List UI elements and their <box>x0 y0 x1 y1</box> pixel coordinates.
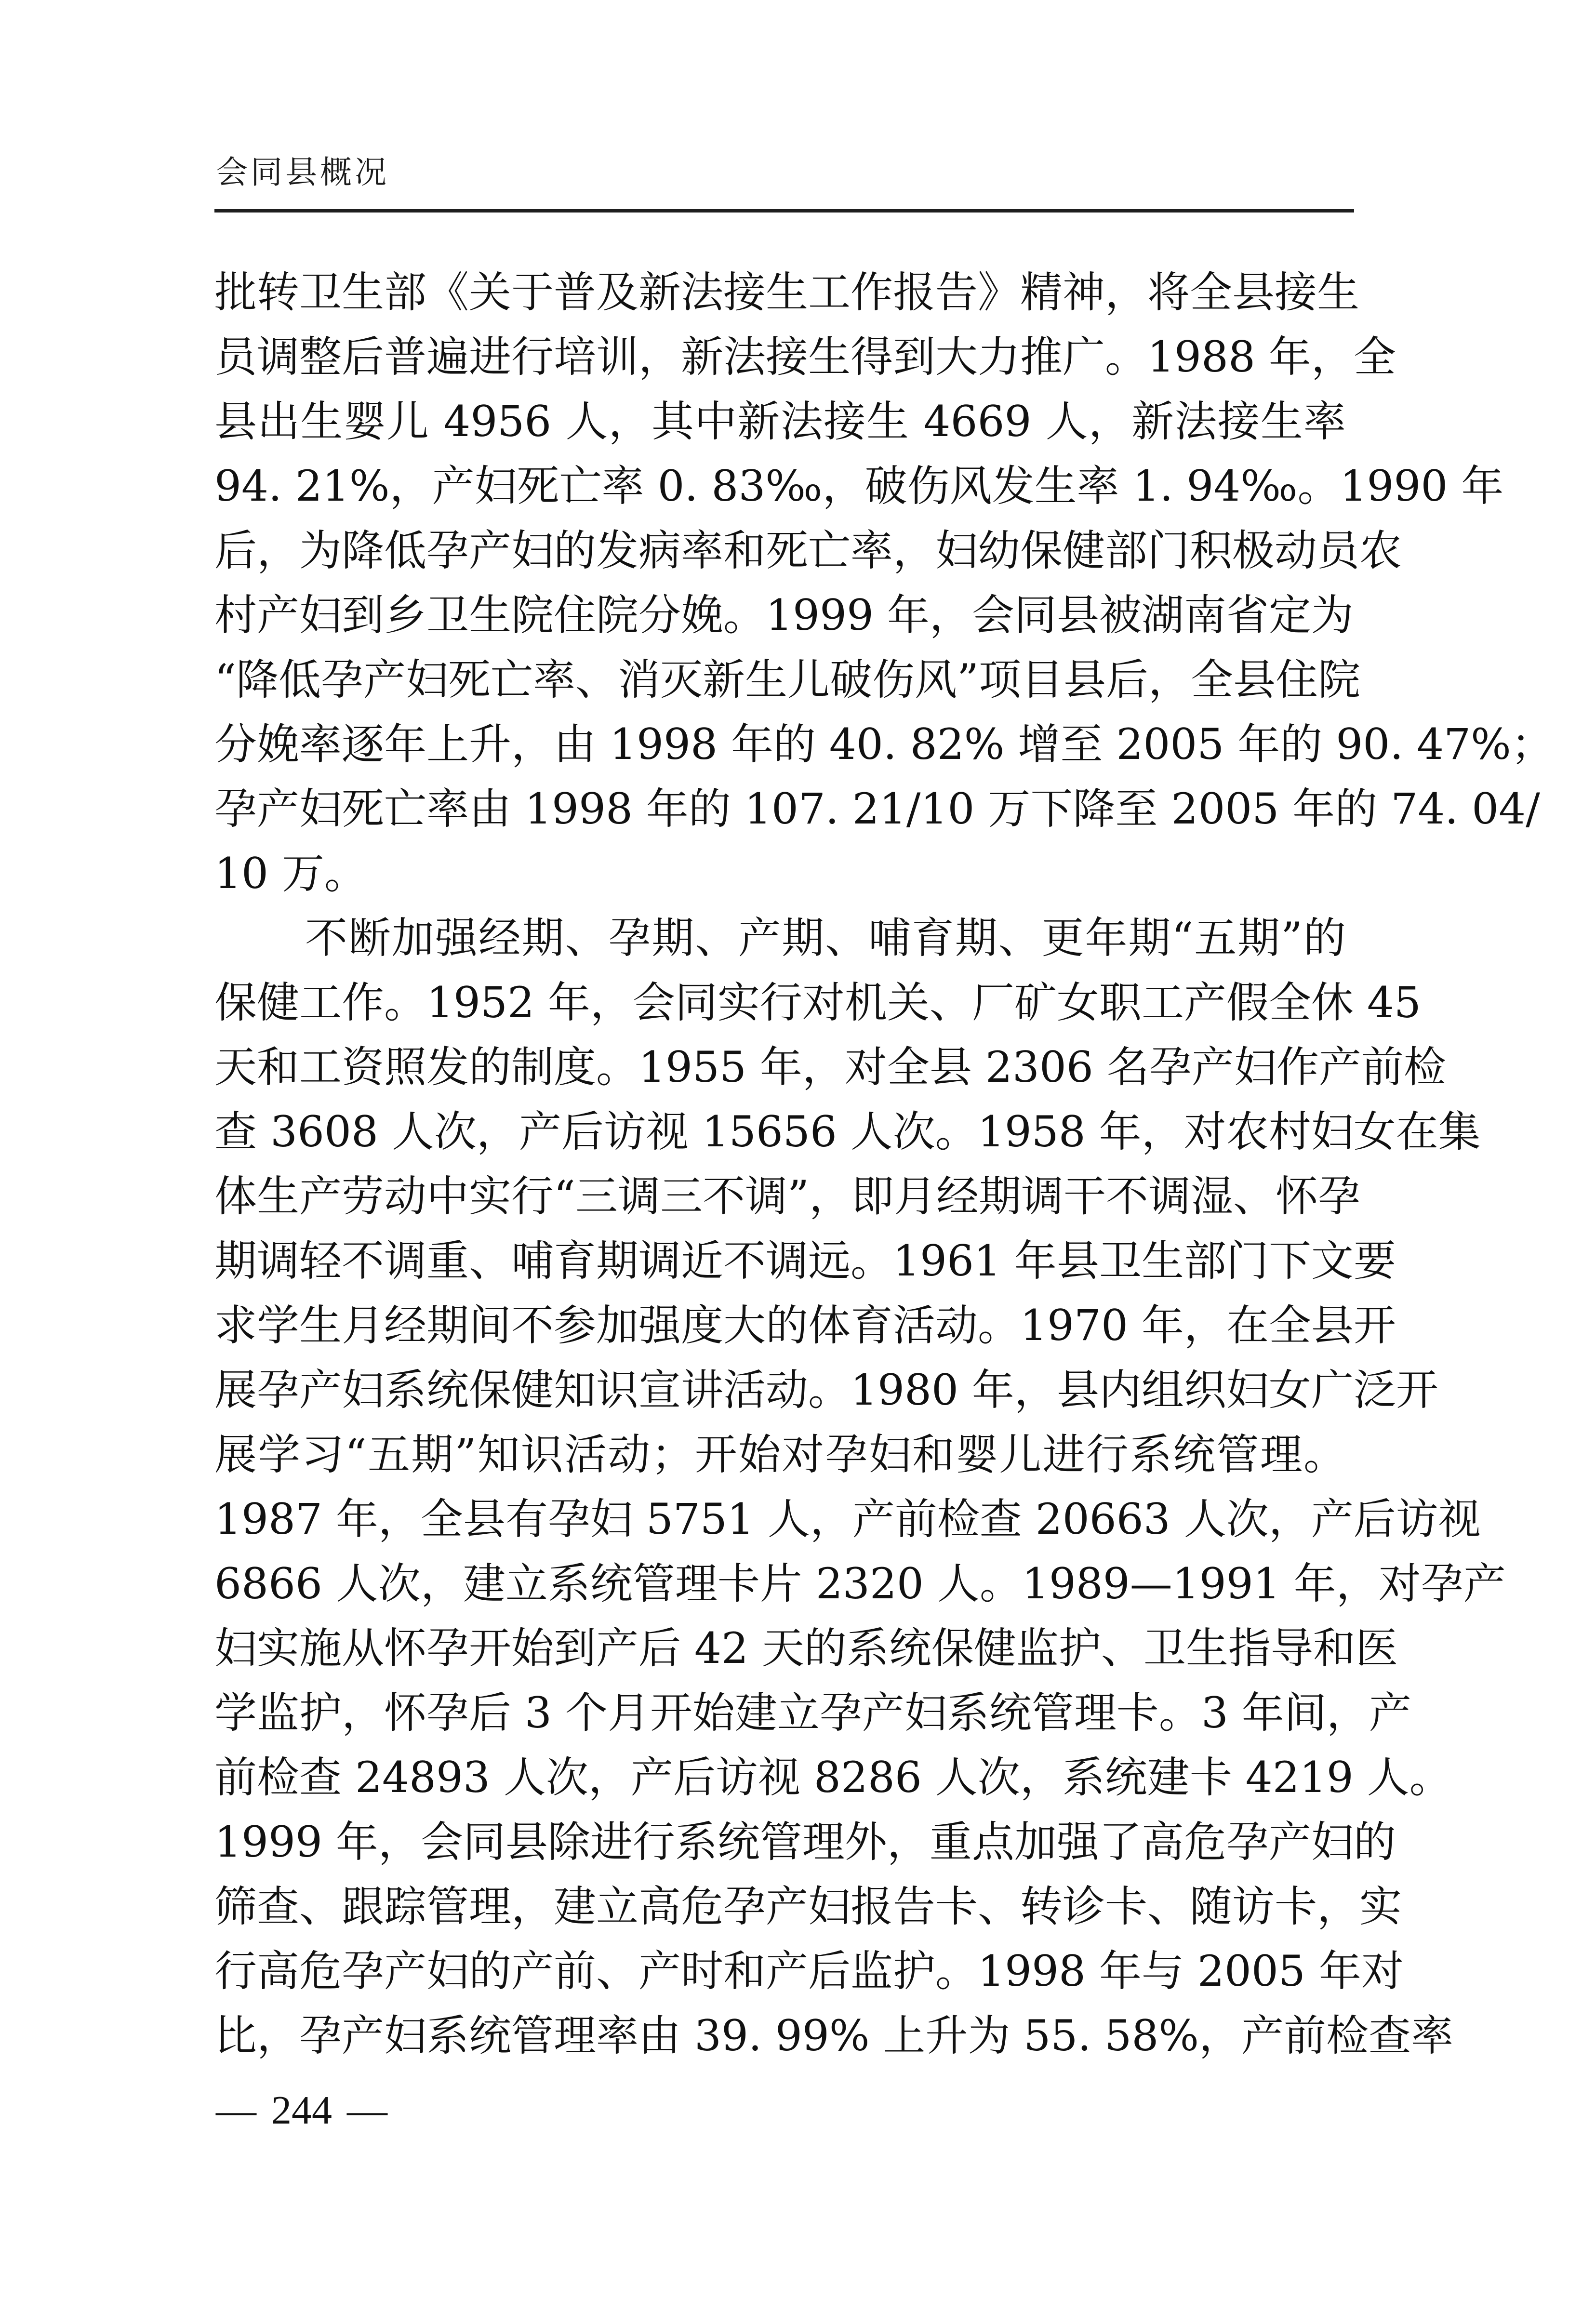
text-line: 1987 年，全县有孕妇 5751 人，产前检查 20663 人次，产后访视 <box>214 1494 1481 1544</box>
text-line: 查 3608 人次，产后访视 15656 人次。1958 年，对农村妇女在集 <box>214 1107 1481 1156</box>
paragraph-2 <box>214 906 1506 2068</box>
text-line: 期调轻不调重、哺育期调近不调远。1961 年县卫生部门下文要 <box>214 1236 1396 1286</box>
text-line: 比，孕产妇系统管理率由 39. 99% 上升为 55. 58%，产前检查率 <box>214 2011 1453 2060</box>
text-line: 94. 21%，产妇死亡率 0. 83‰，破伤风发生率 1. 94‰。1990 年 <box>214 461 1504 511</box>
running-head-title: 会同县概况 <box>216 154 389 191</box>
text-line: 天和工资照发的制度。1955 年，对全县 2306 名孕产妇作产前检 <box>214 1042 1446 1092</box>
text-line: 展学习“五期”知识活动；开始对孕妇和婴儿进行系统管理。 <box>214 1430 1346 1479</box>
text-line: 员调整后普遍进行培训，新法接生得到大力推广。1988 年，全 <box>214 332 1396 382</box>
text-line: 分娩率逐年上升，由 1998 年的 40. 82% 增至 2005 年的 90. 47%； <box>214 719 1554 769</box>
text-line: 求学生月经期间不参加强度大的体育活动。1970 年，在全县开 <box>214 1301 1396 1350</box>
header-rule <box>214 209 1354 212</box>
text-line: 体生产劳动中实行“三调三不调”，即月经期调干不调湿、怀孕 <box>214 1171 1360 1221</box>
text-line: 展孕产妇系统保健知识宣讲活动。1980 年，县内组织妇女广泛开 <box>214 1365 1438 1415</box>
text-line: 妇实施从怀孕开始到产后 42 天的系统保健监护、卫生指导和医 <box>214 1623 1398 1673</box>
body-text <box>214 260 1554 2068</box>
text-line-indented: 不断加强经期、孕期、产期、哺育期、更年期“五期”的 <box>305 913 1346 963</box>
text-line: 行高危孕产妇的产前、产时和产后监护。1998 年与 2005 年对 <box>214 1946 1404 1996</box>
text-line: 县出生婴儿 4956 人，其中新法接生 4669 人，新法接生率 <box>214 397 1346 446</box>
paragraph-1 <box>214 260 1554 906</box>
text-line: 筛查、跟踪管理，建立高危孕产妇报告卡、转诊卡、随访卡，实 <box>214 1882 1402 1931</box>
text-line: 孕产妇死亡率由 1998 年的 107. 21/10 万下降至 2005 年的 74. 04/ <box>214 784 1540 834</box>
text-line: 学监护，怀孕后 3 个月开始建立孕产妇系统管理卡。3 年间，产 <box>214 1688 1411 1738</box>
text-line-last: 10 万。 <box>214 849 367 898</box>
text-line: 保健工作。1952 年，会同实行对机关、厂矿女职工产假全休 45 <box>214 978 1421 1027</box>
text-line: 1999 年，会同县除进行系统管理外，重点加强了高危孕产妇的 <box>214 1817 1396 1867</box>
text-line: 6866 人次，建立系统管理卡片 2320 人。1989—1991 年，对孕产 <box>214 1559 1506 1608</box>
text-line: 前检查 24893 人次，产后访视 8286 人次，系统建卡 4219 人。 <box>214 1753 1452 1802</box>
text-line: 村产妇到乡卫生院住院分娩。1999 年，会同县被湖南省定为 <box>214 590 1354 640</box>
page-number: — 244 — <box>216 2088 387 2133</box>
text-line: 批转卫生部《关于普及新法接生工作报告》精神，将全县接生 <box>214 267 1360 317</box>
text-line: 后，为降低孕产妇的发病率和死亡率，妇幼保健部门积极动员农 <box>214 526 1402 575</box>
text-line: “降低孕产妇死亡率、消灭新生儿破伤风”项目县后，全县住院 <box>214 655 1360 704</box>
